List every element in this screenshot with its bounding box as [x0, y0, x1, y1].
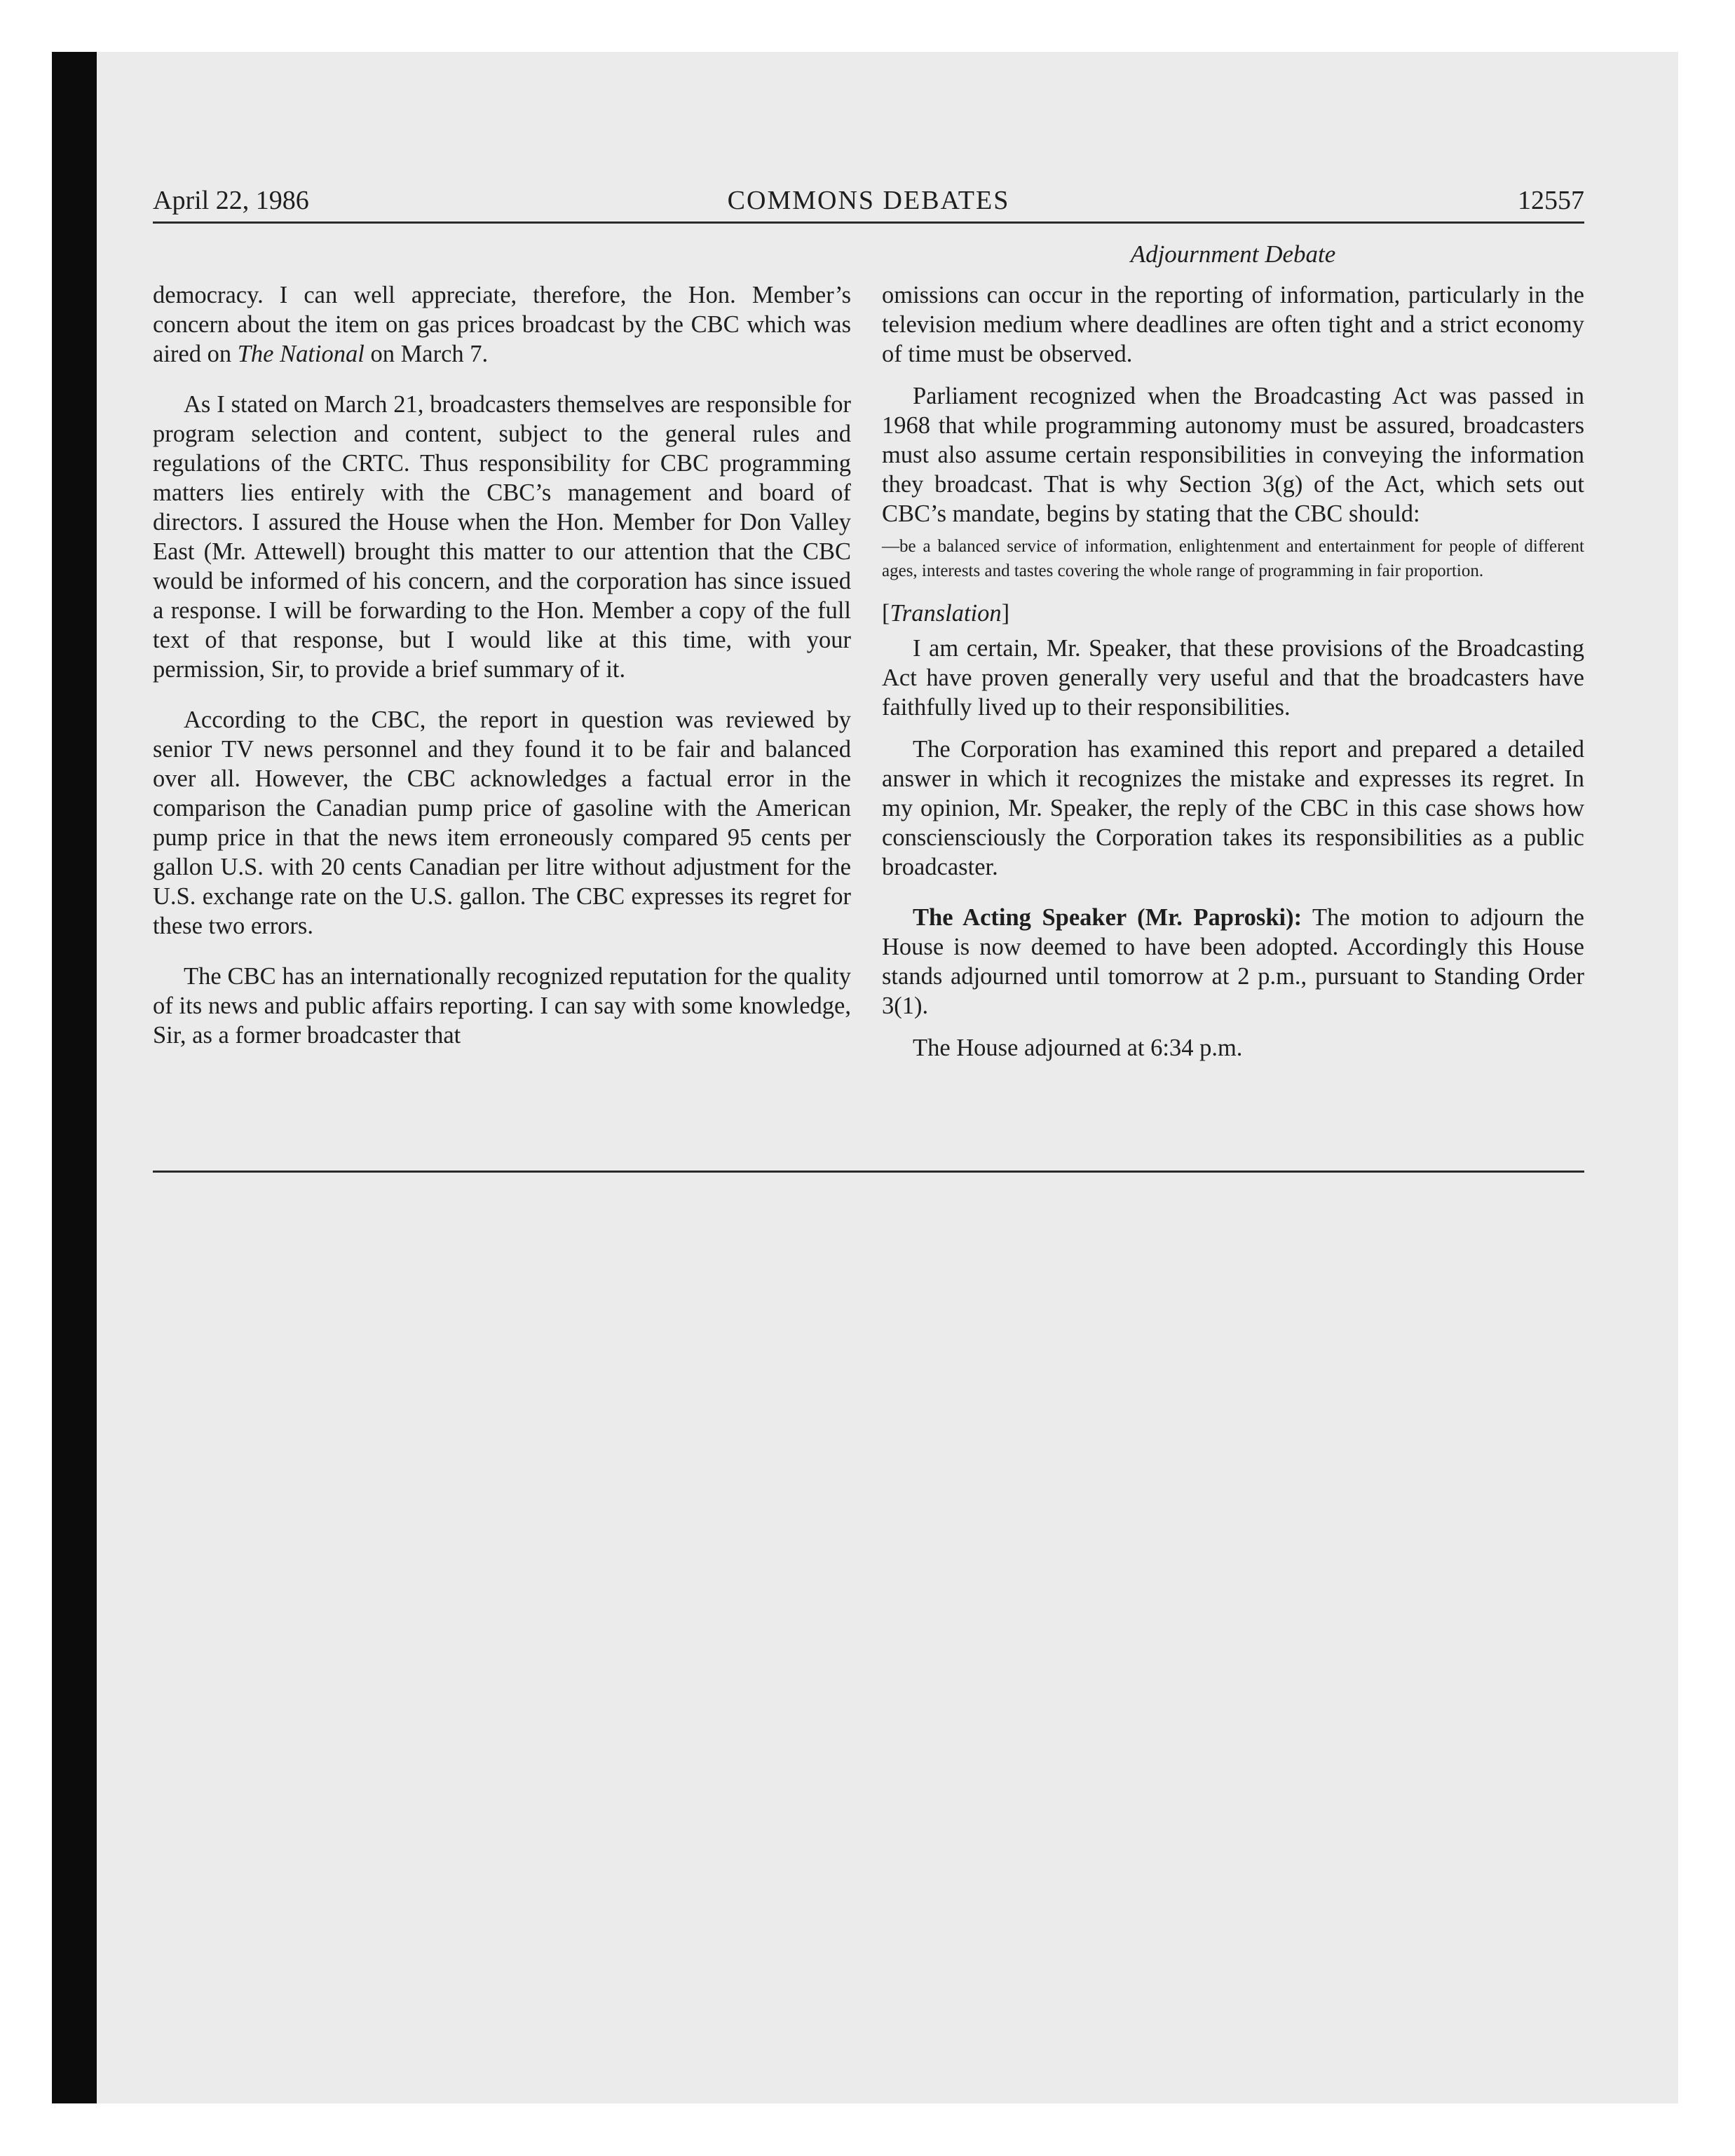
- footer-rule: [153, 1171, 1584, 1173]
- paragraph: According to the CBC, the report in question was reviewed by senior TV news personnel and they found it to be fair and balanced over all. However, the CBC acknowledges a factual error in the comparison the Canadian pump price of gasoline with the American pump price in that the news item erroneously compared 95 cents per gallon U.S. with 20 cents Canadian per litre without adjustment for the U.S. exchange rate on the U.S. gallon. The CBC expresses its regret for these two errors.: [153, 707, 851, 939]
- header-page-number: 12557: [1518, 186, 1584, 215]
- speaker-name: The Acting Speaker (Mr. Paproski):: [913, 904, 1302, 931]
- paragraph: I am certain, Mr. Speaker, that these provisions of the Broadcasting Act have proven generally very useful and that the broadcasters have faithfully lived up to their responsibilities.: [882, 635, 1584, 721]
- paragraph-text: on March 7.: [364, 341, 489, 367]
- paragraph-continued: omissions can occur in the reporting of information, particularly in the television medium where deadlines are often tight and a strict economy of time must be observed.: [882, 282, 1584, 367]
- paragraph-text: The motion to adjourn the House is now deemed to have been adopted. Accordingly this House stands adjourned until tomorrow at 2 p.m., pursuant to Standing Order 3(1).: [882, 904, 1584, 1019]
- header-rule: [153, 221, 1584, 224]
- header-journal-title: COMMONS DEBATES: [727, 186, 1010, 215]
- running-header: [153, 184, 1584, 217]
- paragraph: The CBC has an internationally recognized reputation for the quality of its news and public affairs reporting. I can say with some knowledge, Sir, as a former broadcaster that: [153, 963, 851, 1049]
- translation-marker: [882, 599, 1584, 628]
- paragraph-speaker: [882, 903, 1584, 1021]
- block-quote: —be a balanced service of information, enlightenment and entertainment for people of different ages, interests and tastes covering the whole range of programming in fair proportion.: [882, 537, 1584, 580]
- paragraph-continued: [153, 280, 851, 369]
- header-date: April 22, 1986: [153, 186, 309, 215]
- binding-edge-shadow: [52, 52, 97, 2103]
- paragraph-text: democracy. I can well appreciate, therefore, the Hon. Member’s concern about the item on gas prices broadcast by the CBC which was aired on: [153, 282, 851, 367]
- left-column: [153, 280, 851, 1071]
- paragraph: Parliament recognized when the Broadcasting Act was passed in 1968 that while programming autonomy must be assured, broadcasters must also assume certain responsibilities in conveying the information they broadcast. That is why Section 3(g) of the Act, which sets out CBC’s mandate, begins by stating that the CBC should:: [882, 383, 1584, 527]
- bracket: [: [882, 600, 890, 627]
- bracket: ]: [1001, 600, 1010, 627]
- program-title: The National: [237, 341, 365, 367]
- paragraph-adjournment: The House adjourned at 6:34 p.m.: [913, 1035, 1243, 1061]
- paragraph: As I stated on March 21, broadcasters themselves are responsible for program selection and content, subject to the general rules and regulations of the CRTC. Thus responsibility for CBC programming matters lies entirely with the CBC’s management and board of directors. I assured the House when the Hon. Member for Don Valley East (Mr. Attewell) brought this matter to our attention that the CBC would be informed of his concern, and the corporation has since issued a response. I will be forwarding to the Hon. Member a copy of the full text of that response, but I would like at this time, with your permission, Sir, to provide a brief summary of it.: [153, 391, 851, 683]
- section-title: Adjournment Debate: [1130, 240, 1336, 268]
- translation-label: Translation: [890, 600, 1002, 627]
- right-column: [882, 280, 1584, 1084]
- paragraph: The Corporation has examined this report and prepared a detailed answer in which it recognizes the mistake and expresses its regret. In my opinion, Mr. Speaker, the reply of the CBC in this case shows how consciensciously the Corporation takes its responsibilities as a public broadcaster.: [882, 736, 1584, 880]
